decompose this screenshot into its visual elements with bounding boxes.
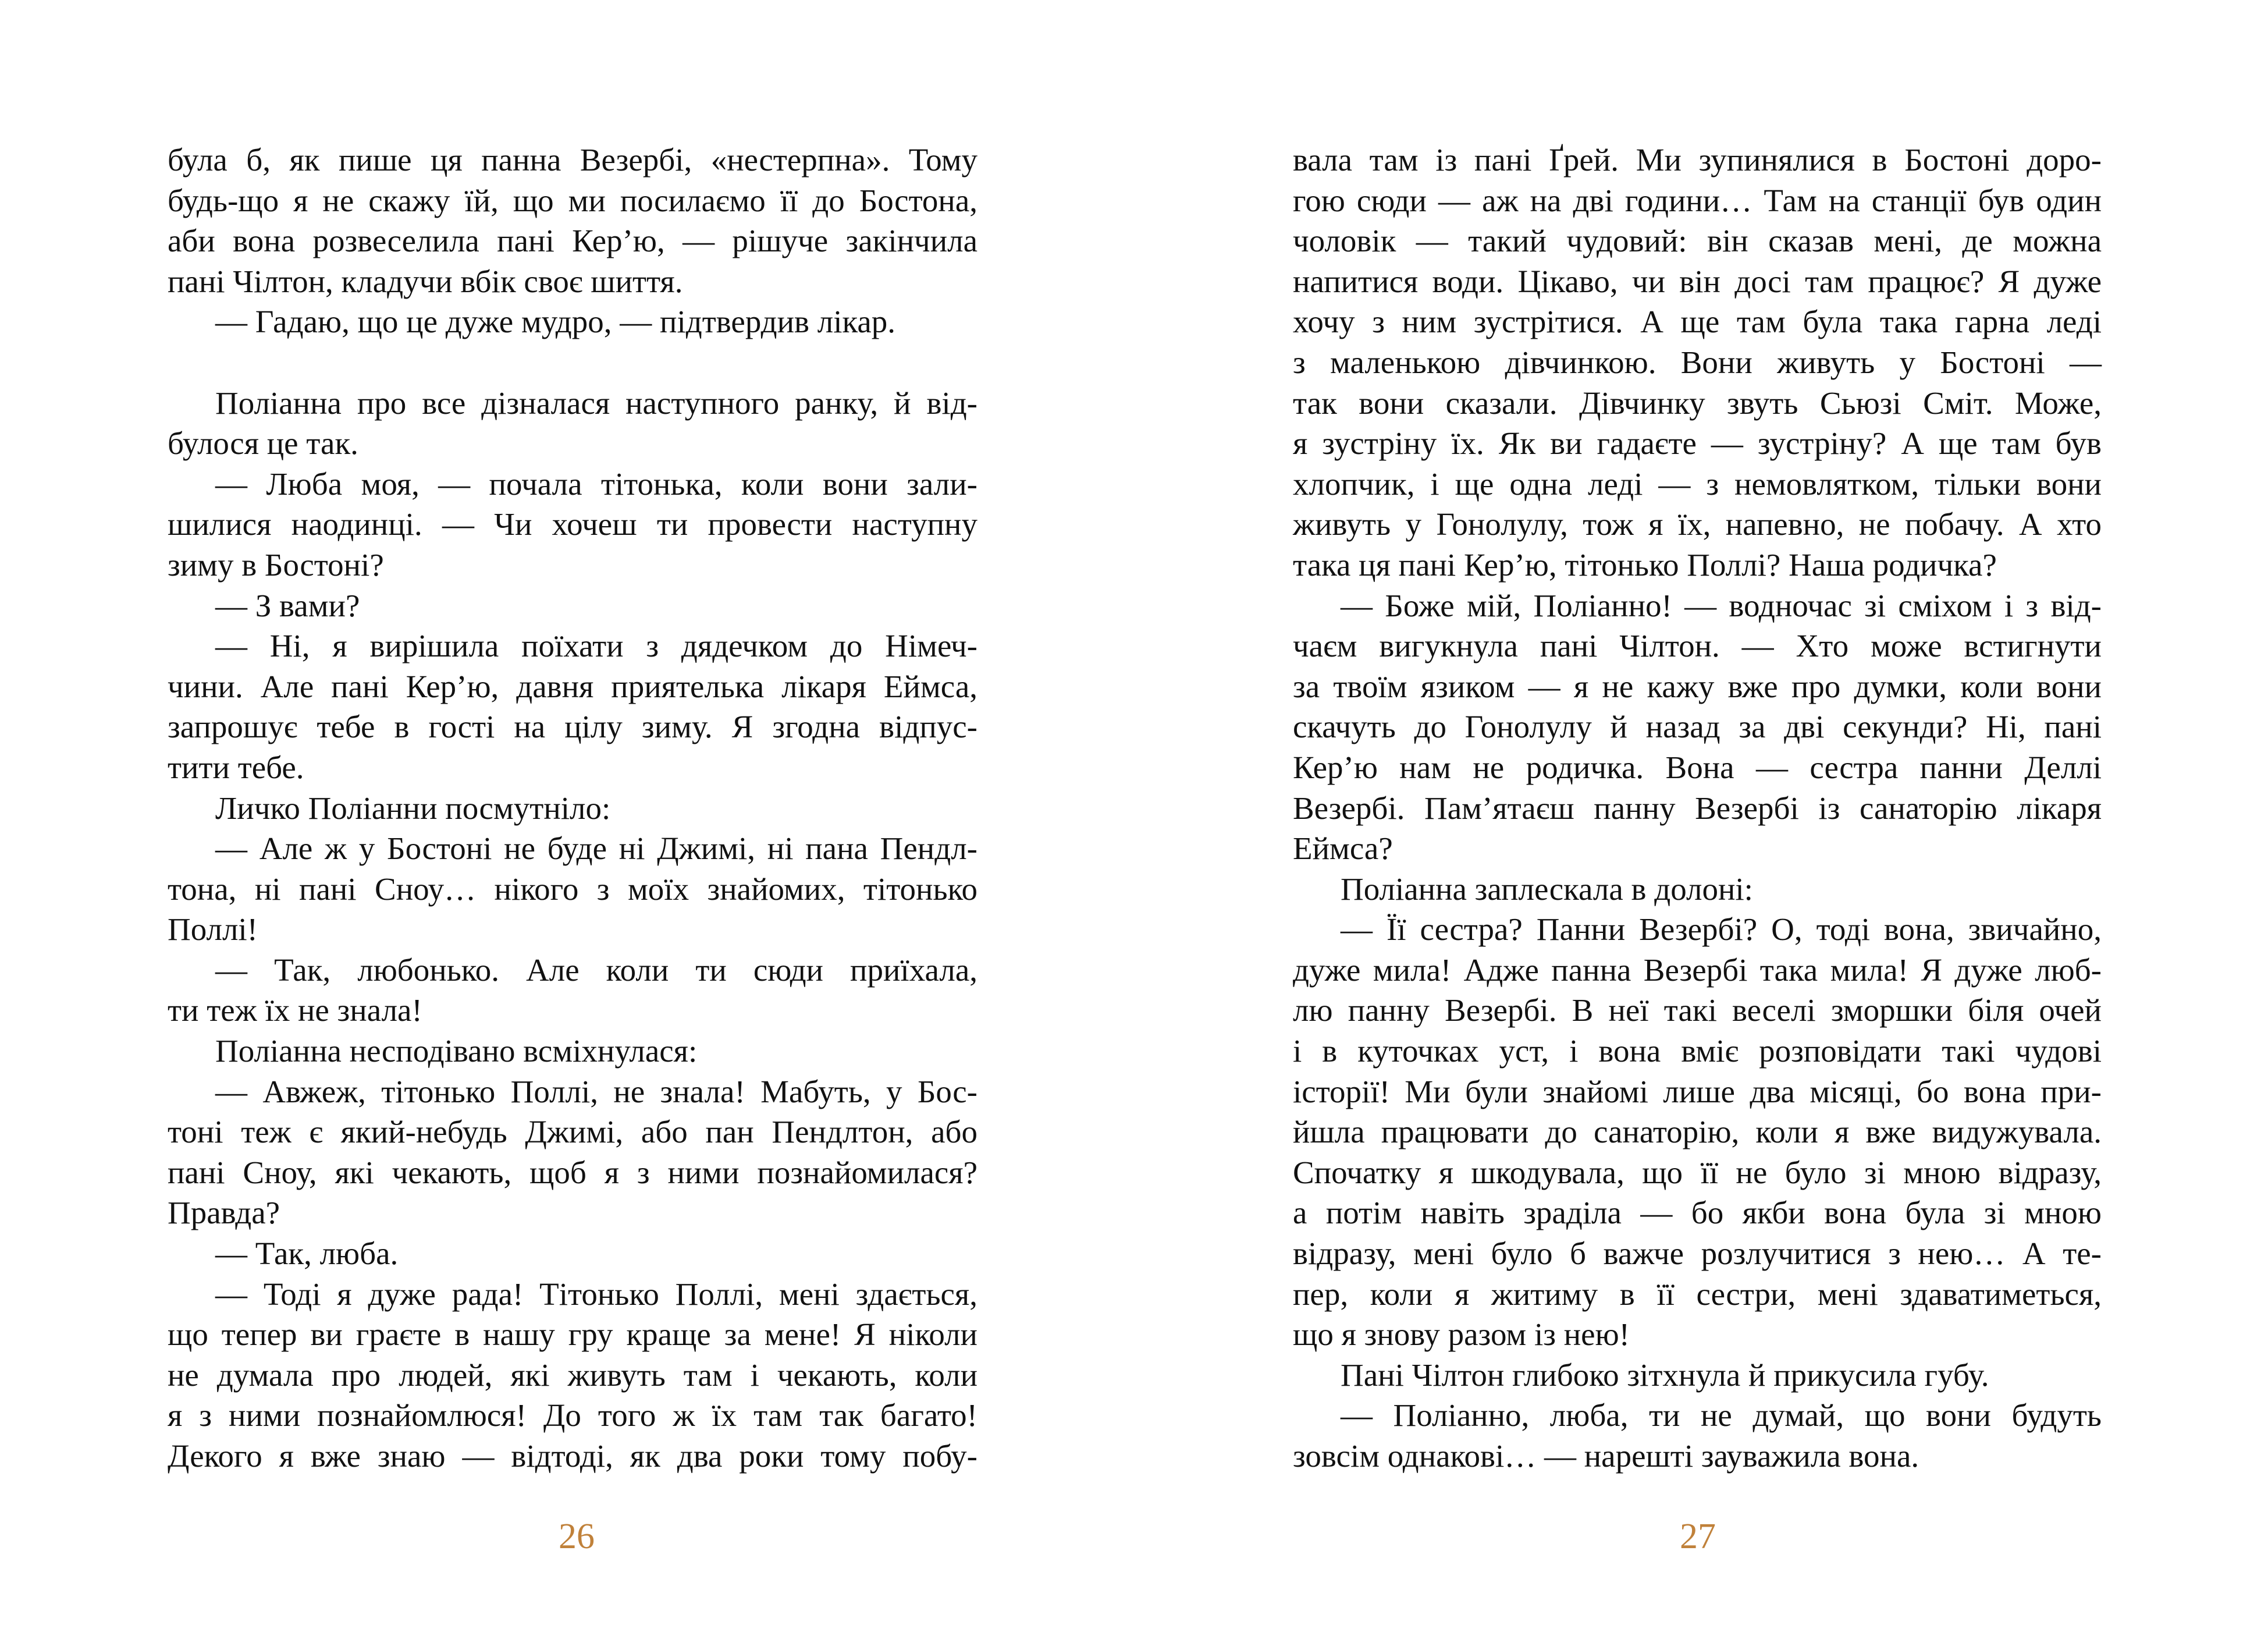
text-line: Пані Чілтон глибоко зітхнула й прикусила губу.	[1341, 1357, 1989, 1393]
text-line: а потім навіть зраділа — бо якби вона була зі мною	[1293, 1195, 2102, 1231]
text-line: — Поліанно, люба, ти не думай, що вони будуть	[1341, 1397, 2102, 1433]
text-line: Правда?	[168, 1195, 280, 1231]
text-line: — Люба моя, — почала тітонька, коли вони зали-	[215, 466, 977, 502]
text-line: булося це так.	[168, 425, 358, 462]
text-line: — Але ж у Бостоні не буде ні Джимі, ні пана Пендл-	[215, 831, 977, 867]
text-line: — Тоді я дуже рада! Тітонько Поллі, мені здається,	[215, 1276, 977, 1312]
text-line: Поліанна несподівано всміхнулася:	[215, 1033, 698, 1069]
text-line: шилися наодинці. — Чи хочеш ти провести наступну	[168, 506, 977, 542]
text-line: чаєм вигукнула пані Чілтон. — Хто може встигнути	[1293, 628, 2102, 664]
text-line: відразу, мені було б важче розлучитися з нею… А те-	[1293, 1236, 2102, 1272]
text-line: будь-що я не скажу їй, що ми посилаємо її до Бостона,	[168, 182, 977, 218]
text-line: тона, ні пані Сноу… нікого з моїх знайомих, тітонько	[168, 871, 977, 907]
text-line: я з ними познайомлюся! До того ж їх там так багато!	[168, 1397, 977, 1433]
text-line: що я знову разом із нею!	[1293, 1317, 1630, 1353]
text-line: аби вона розвеселила пані Кер’ю, — рішуче закінчила	[168, 223, 977, 259]
page-number-left: 26	[559, 1517, 595, 1556]
text-line: Поліанна про все дізналася наступного ранку, й від-	[215, 385, 977, 421]
text-line: Поллі!	[168, 911, 258, 948]
text-line: скачуть до Гонолулу й назад за дві секунди? Ні, пані	[1293, 709, 2102, 745]
text-line: я зустріну їх. Як ви гадаєте — зустріну? А ще там був	[1293, 425, 2102, 462]
text-line: — Її сестра? Панни Везербі? О, тоді вона, звичайно,	[1341, 911, 2102, 948]
blank-line	[168, 342, 977, 383]
text-line: — Гадаю, що це дуже мудро, — підтвердив лікар.	[215, 304, 896, 340]
text-line: — Так, любонько. Але коли ти сюди приїхала,	[215, 952, 977, 988]
text-line: не думала про людей, які живуть там і чекають, коли	[168, 1357, 977, 1393]
text-line: тоні теж є який-небудь Джимі, або пан Пендлтон, або	[168, 1114, 977, 1150]
text-line: за твоїм язиком — я не кажу вже про думки, коли вони	[1293, 668, 2102, 704]
text-line: пані Чілтон, кладучи вбік своє шиття.	[168, 263, 683, 299]
text-line: лю панну Везербі. В неї такі веселі зморшки біля очей	[1293, 992, 2102, 1028]
text-line: гою сюди — аж на дві години… Там на станції був один	[1293, 182, 2102, 218]
text-line: хлопчик, і ще одна леді — з немовлятком, тільки вони	[1293, 466, 2102, 502]
text-line: Спочатку я шкодувала, що її не було зі мною відразу,	[1293, 1154, 2102, 1190]
text-line: — Боже мій, Поліанно! — водночас зі сміхом і з від-	[1341, 587, 2102, 623]
left-page-text-column	[168, 140, 977, 1477]
text-line: — Авжеж, тітонько Поллі, не знала! Мабуть, у Бос-	[215, 1073, 977, 1109]
text-line: вала там із пані Ґрей. Ми зупинялися в Бостоні доро-	[1293, 142, 2102, 178]
text-line: була б, як пише ця панна Везербі, «нестерпна». Тому	[168, 142, 977, 178]
right-page-text-column	[1293, 140, 2102, 1477]
text-line: з маленькою дівчинкою. Вони живуть у Бостоні —	[1293, 344, 2102, 380]
text-line: Еймса?	[1293, 831, 1393, 867]
text-line: — Так, люба.	[215, 1236, 399, 1272]
text-line: Декого я вже знаю — відтоді, як два роки тому побу-	[168, 1438, 977, 1474]
text-line: що тепер ви граєте в нашу гру краще за мене! Я ніколи	[168, 1317, 977, 1353]
text-line: напитися води. Цікаво, чи він досі там працює? Я дуже	[1293, 263, 2102, 299]
text-line: тити тебе.	[168, 749, 304, 785]
text-line: і в куточках уст, і вона вміє розповідати такі чудові	[1293, 1033, 2102, 1069]
text-line: — З вами?	[215, 587, 360, 623]
text-line: Личко Поліанни посмутніло:	[215, 790, 611, 826]
text-line: хочу з ним зустрітися. А ще там була така гарна леді	[1293, 304, 2102, 340]
text-line: зиму в Бостоні?	[168, 547, 384, 583]
text-line: чини. Але пані Кер’ю, давня приятелька лікаря Еймса,	[168, 668, 977, 704]
page-number-right: 27	[1680, 1517, 1716, 1556]
text-line: пер, коли я житиму в її сестри, мені здаватиметься,	[1293, 1276, 2102, 1312]
text-line: зовсім однакові… — нарешті зауважила вона.	[1293, 1438, 1919, 1474]
text-line: історії! Ми були знайомі лише два місяці, бо вона при-	[1293, 1073, 2102, 1109]
text-line: Кер’ю нам не родичка. Вона — сестра панни Деллі	[1293, 749, 2102, 785]
text-line: ти теж їх не знала!	[168, 992, 422, 1028]
text-line: так вони сказали. Дівчинку звуть Сьюзі Сміт. Може,	[1293, 385, 2102, 421]
text-line: чоловік — такий чудовий: він сказав мені, де можна	[1293, 223, 2102, 259]
text-line: Поліанна заплескала в долоні:	[1341, 871, 1753, 907]
text-line: така ця пані Кер’ю, тітонько Поллі? Наша родичка?	[1293, 547, 1997, 583]
text-line: йшла працювати до санаторію, коли я вже видужувала.	[1293, 1114, 2102, 1150]
text-line: живуть у Гонолулу, тож я їх, напевно, не побачу. А хто	[1293, 506, 2102, 542]
text-line: Везербі. Пам’ятаєш панну Везербі із санаторію лікаря	[1293, 790, 2102, 826]
text-line: дуже мила! Адже панна Везербі така мила! Я дуже люб-	[1293, 952, 2102, 988]
text-line: — Ні, я вирішила поїхати з дядечком до Німеч-	[215, 628, 977, 664]
text-line: пані Сноу, які чекають, щоб я з ними познайомилася?	[168, 1154, 977, 1190]
right-page	[1134, 0, 2268, 1650]
text-line: запрошує тебе в гості на цілу зиму. Я згодна відпус-	[168, 709, 977, 745]
